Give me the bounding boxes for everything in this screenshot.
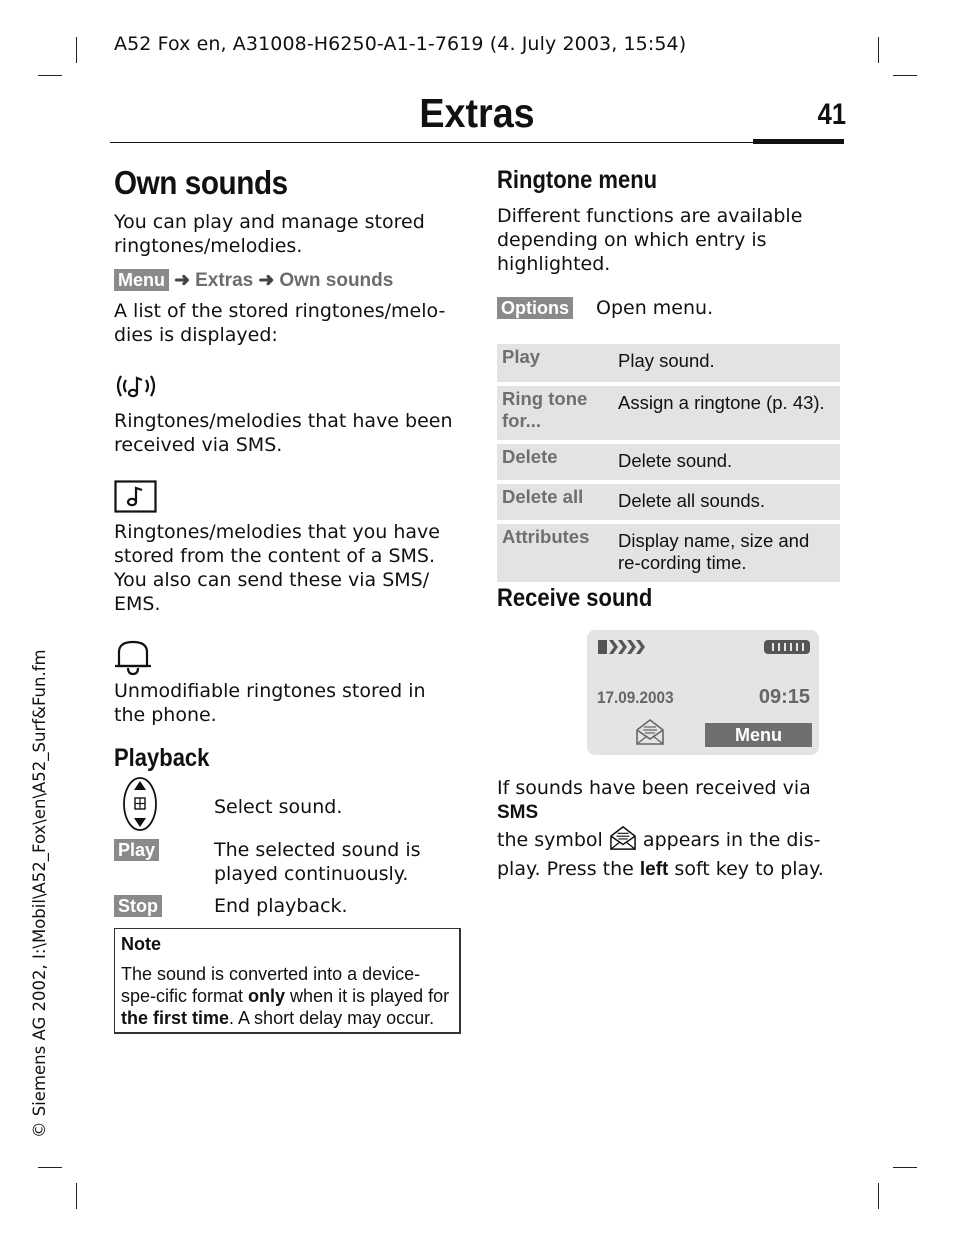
crop-mark [878, 1183, 879, 1209]
option-description: Play sound. [613, 344, 840, 382]
page-number-rule [753, 139, 844, 144]
option-label: Attributes [497, 524, 613, 582]
phone-display [587, 630, 819, 755]
own-sounds-intro: You can play and manage stored ringtones/melodies. [114, 211, 425, 257]
list-description: A list of the stored ringtones/melo-dies is displayed: [114, 300, 446, 346]
crop-mark [76, 37, 77, 63]
select-sound-text: Select sound. [214, 796, 343, 818]
note-bold-part: the first time [121, 1008, 230, 1028]
ringtone-options-table [497, 340, 840, 586]
bell-text: Unmodifiable ringtones stored in the phone. [114, 680, 426, 726]
crop-mark [878, 37, 879, 63]
table-row [497, 524, 840, 582]
navigation-key-icon [121, 776, 159, 836]
note-text [121, 963, 453, 1029]
menu-softkey[interactable]: Menu [705, 723, 812, 747]
receive-text-part: the symbol [497, 829, 609, 851]
inline-envelope-icon [609, 825, 637, 857]
note-text-part: The sound is converted into a device-spe-cific format [121, 964, 421, 1006]
left-label: left [639, 859, 669, 880]
option-description: Display name, size and re-cording time. [613, 524, 840, 582]
sms-received-text: Ringtones/melodies that have been received via SMS. [114, 410, 453, 456]
sms-note-icon [113, 368, 159, 408]
stop-text: End playback. [214, 895, 348, 917]
path-arrow: ➜ [258, 270, 275, 291]
option-label: Play [497, 344, 613, 382]
bell-icon [113, 638, 153, 682]
stored-text: Ringtones/melodies that you have stored from the content of a SMS. You also can send these via SMS/ EMS. [114, 521, 440, 615]
note-box [114, 928, 461, 1034]
table-row [497, 344, 840, 382]
section-heading-own-sounds: Own sounds [114, 164, 288, 201]
note-box-icon [114, 480, 158, 518]
option-label: Delete [497, 444, 613, 480]
option-description: Delete sound. [613, 444, 840, 480]
stop-key-wrap [114, 895, 162, 917]
option-description: Delete all sounds. [613, 484, 840, 520]
option-label: Ring tone for... [497, 386, 613, 440]
crop-mark [38, 1167, 62, 1168]
crop-mark [38, 75, 62, 76]
note-title: Note [121, 934, 161, 954]
crop-mark [893, 75, 917, 76]
table-row [497, 484, 840, 520]
signal-strength-icon [597, 639, 645, 660]
phone-date: 17.09.2003 [597, 688, 674, 707]
receive-text-part: If sounds have been received via [497, 777, 811, 799]
ringtone-menu-intro: Different functions are available depending on which entry is highlighted. [497, 205, 803, 275]
table-row [497, 444, 840, 480]
page-header: A52 Fox en, A31008-H6250-A1-1-7619 (4. July 2003, 15:54) [114, 33, 687, 55]
phone-time: 09:15 [758, 686, 810, 708]
receive-text-part: soft key to play. [668, 858, 824, 880]
section-heading-receive-sound: Receive sound [497, 584, 653, 612]
crop-mark [76, 1183, 77, 1209]
chapter-title: Extras [419, 90, 535, 136]
option-label: Delete all [497, 484, 613, 520]
page-number: 41 [817, 98, 846, 131]
path-step-own-sounds: Own sounds [279, 270, 394, 291]
side-copyright: © Siemens AG 2002, I:\Mobil\A52_Fox\en\A52_Surf&Fun.fm [30, 649, 49, 1138]
option-description: Assign a ringtone (p. 43). [613, 386, 840, 440]
sms-label: SMS [497, 802, 539, 823]
menu-key: Menu [114, 269, 169, 291]
receive-sound-text [497, 776, 842, 882]
path-arrow: ➜ [174, 270, 191, 291]
stop-key: Stop [114, 895, 162, 917]
play-text: The selected sound is played continuously. [214, 839, 421, 885]
battery-icon [763, 639, 811, 660]
header-rule [110, 142, 753, 143]
crop-mark [893, 1167, 917, 1168]
options-key-wrap [497, 297, 573, 319]
table-row [497, 386, 840, 440]
options-text: Open menu. [596, 297, 714, 319]
path-step-extras: Extras [195, 270, 254, 291]
play-key-wrap [114, 839, 159, 861]
options-key: Options [497, 297, 573, 319]
play-key: Play [114, 839, 159, 861]
note-text-part: when it is played for [285, 986, 450, 1006]
note-text-part: . A short delay may occur. [229, 1008, 435, 1028]
section-heading-ringtone-menu: Ringtone menu [497, 166, 658, 194]
section-heading-playback: Playback [114, 744, 210, 772]
note-bold-part: only [248, 986, 286, 1006]
menu-path [114, 269, 393, 292]
receive-text-part: appears in the dis-play. Press the [497, 829, 821, 880]
envelope-icon [635, 718, 665, 751]
